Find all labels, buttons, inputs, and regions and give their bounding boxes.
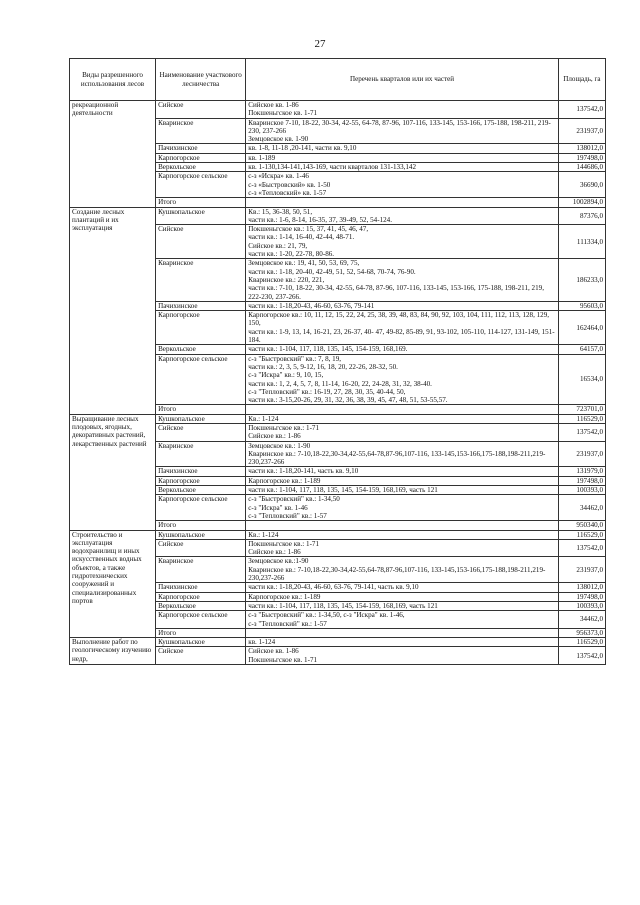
- quarters-line: части кв.: 2, 3, 5, 9-12, 16, 18, 20, 22-26, 28-32, 50.: [248, 362, 398, 371]
- forestry-name-cell: Карпогорское: [156, 311, 246, 345]
- area-cell: 138012,0: [558, 583, 605, 592]
- forestry-name-cell: Кушкопальское: [156, 207, 246, 225]
- quarters-line: Земцовское кв. 1-90: [248, 135, 309, 144]
- forestry-name-cell: Веркольское: [156, 486, 246, 495]
- quarters-list-cell: [246, 611, 559, 629]
- quarters-list-cell: [246, 583, 559, 592]
- quarters-line: Сийское кв. 1-86: [248, 101, 299, 109]
- quarters-line: части кв.: 1-18, 20-40, 42-49, 51, 52, 54-68, 70-74, 76-90.: [248, 267, 416, 276]
- page-number: 27: [314, 38, 326, 50]
- area-cell: 956373,0: [558, 628, 605, 637]
- quarters-line: с-з "Быстровский" кв.: 7, 8, 19,: [248, 354, 342, 363]
- quarters-line: части кв.: 1-18,20-43, 46-60, 63-76, 79-141, часть кв. 9,10: [248, 583, 419, 592]
- forestry-name-cell: Кваринское: [156, 118, 246, 144]
- table-row: [70, 207, 606, 225]
- forestry-name-cell: Карпогорское: [156, 153, 246, 162]
- quarters-line: с-з "Тепловский" кв.: 16-19, 27, 28, 30, 35, 40-44, 50,: [248, 387, 406, 396]
- quarters-list-cell: [246, 225, 559, 259]
- area-cell: 116529,0: [558, 414, 605, 423]
- quarters-line: части кв.: 1-18,20-43, 46-60, 63-76, 79-141: [248, 301, 375, 310]
- quarters-list-cell: [246, 405, 559, 414]
- forest-use-table: [69, 58, 606, 665]
- area-cell: 137542,0: [558, 423, 605, 441]
- area-cell: 723701,0: [558, 405, 605, 414]
- quarters-line: кв. 1-8, 11-18 ,20-141, части кв. 9,10: [248, 144, 357, 153]
- quarters-list-cell: [246, 163, 559, 172]
- use-type-cell: Выращивание лесных плодовых, ягодных, декоративных растений, лекарственных растений: [70, 414, 156, 530]
- forestry-name-cell: Кушкопальское: [156, 414, 246, 423]
- forestry-name-cell: Кушкопальское: [156, 638, 246, 647]
- quarters-line: Сийское кв. 1-86: [248, 647, 299, 656]
- forestry-name-cell: Веркольское: [156, 163, 246, 172]
- quarters-line: с-з «Искра» кв. 1-46: [248, 172, 309, 181]
- area-cell: 116529,0: [558, 530, 605, 539]
- forestry-name-cell: Кваринское: [156, 441, 246, 467]
- area-cell: 34462,0: [558, 495, 605, 521]
- quarters-list-cell: [246, 101, 559, 119]
- area-cell: 100393,0: [558, 486, 605, 495]
- quarters-list-cell: [246, 207, 559, 225]
- quarters-list-cell: [246, 638, 559, 647]
- quarters-list-cell: [246, 628, 559, 637]
- forestry-name-cell: Кваринское: [156, 259, 246, 301]
- quarters-line: с-з "Быстровский" кв.: 1-34,50, с-з "Искра" кв. 1-46,: [248, 611, 405, 620]
- area-cell: 162464,0: [558, 311, 605, 345]
- quarters-line: с-з "Тепловский" кв.: 1-57: [248, 511, 327, 520]
- area-cell: 131979,0: [558, 467, 605, 476]
- quarters-list-cell: [246, 557, 559, 583]
- forestry-name-cell: Пачихинское: [156, 301, 246, 310]
- quarters-line: Покшеньгское кв.: 15, 37, 41, 45, 46, 47,: [248, 225, 369, 234]
- quarters-list-cell: [246, 198, 559, 207]
- quarters-list-cell: [246, 476, 559, 485]
- table-body: [70, 101, 606, 665]
- quarters-list-cell: [246, 530, 559, 539]
- quarters-line: Сийское кв.: 1-86: [248, 548, 301, 557]
- area-cell: 16534,0: [558, 354, 605, 405]
- quarters-line: Сийское кв.: 1-86: [248, 432, 301, 441]
- quarters-line: Кваринское кв.: 7-10,18-22,30-34,42-55,64-78,87-96,107-116, 133-145,153-166,175-188,198-211,219-230,237-266: [248, 565, 546, 583]
- forestry-name-cell: Карпогорское сельское: [156, 495, 246, 521]
- header-forestry: Наименование участкового лесничества: [156, 59, 246, 101]
- quarters-list-cell: [246, 301, 559, 310]
- quarters-line: Кв.: 1-124: [248, 414, 279, 423]
- forestry-name-cell: Пачихинское: [156, 467, 246, 476]
- area-cell: 137542,0: [558, 647, 605, 665]
- area-cell: 138012,0: [558, 144, 605, 153]
- forestry-name-cell: Карпогорское: [156, 592, 246, 601]
- quarters-line: Покшеньгское кв.: 1-71: [248, 539, 320, 548]
- quarters-list-cell: [246, 259, 559, 301]
- quarters-line: части кв.: 1-6, 8-14, 16-35, 37, 39-49, 52, 54-124.: [248, 215, 392, 224]
- quarters-line: Покшеньгское кв.: 1-71: [248, 423, 320, 432]
- quarters-line: Покшеньгское кв. 1-71: [248, 655, 318, 664]
- quarters-line: части кв.: 1-14, 16-40, 42-44, 48-71.: [248, 233, 355, 242]
- forestry-name-cell: Итого: [156, 405, 246, 414]
- forestry-name-cell: Сийское: [156, 101, 246, 119]
- quarters-line: с-з "Искра" кв.: 9, 10, 15,: [248, 371, 324, 380]
- quarters-line: с-з «Быстровский» кв. 1-50: [248, 180, 331, 189]
- quarters-line: с-з "Быстровский" кв.: 1-34,50: [248, 495, 340, 504]
- quarters-line: с-з "Тепловский" кв.: 1-57: [248, 619, 327, 628]
- quarters-list-cell: [246, 172, 559, 198]
- quarters-line: части кв.: 7-10, 18-22, 30-34, 42-55, 64-78, 87-96, 107-116, 133-145, 153-166, 175-188, 198-211, 219, 222-230, 237-266.: [248, 284, 544, 301]
- forestry-name-cell: Кушкопальское: [156, 530, 246, 539]
- quarters-list-cell: [246, 423, 559, 441]
- header-use-type: Виды разрешенного использования лесов: [70, 59, 156, 101]
- table-row: [70, 414, 606, 423]
- quarters-line: Кв.: 1-124: [248, 530, 279, 539]
- header-area: Площадь, га: [558, 59, 605, 101]
- quarters-line: части кв.: 3-15,20-26, 29, 31, 32, 36, 38, 39, 45, 47, 48, 51, 53-55,57.: [248, 396, 448, 405]
- quarters-line: Земцовское кв.: 1-90: [248, 441, 311, 450]
- area-cell: 111334,0: [558, 225, 605, 259]
- quarters-list-cell: [246, 647, 559, 665]
- table-row: [70, 101, 606, 119]
- area-cell: 116529,0: [558, 638, 605, 647]
- table-header-row: [70, 59, 606, 101]
- quarters-line: Карпогорское кв.: 10, 11, 12, 15, 22, 24, 25, 38, 39, 48, 83, 84, 90, 92, 103, 104, 111, 112, 113, 128, 129, 150,: [248, 311, 550, 328]
- forestry-name-cell: Итого: [156, 198, 246, 207]
- forestry-name-cell: Пачихинское: [156, 144, 246, 153]
- forestry-name-cell: Сийское: [156, 423, 246, 441]
- quarters-list-cell: [246, 345, 559, 354]
- use-type-cell: Строительство и эксплуатация водохранилищ и иных искусственных водных объектов, а также гидротехнических сооружений и специализированных портов: [70, 530, 156, 638]
- forestry-name-cell: Итого: [156, 521, 246, 530]
- quarters-list-cell: [246, 592, 559, 601]
- forestry-name-cell: Карпогорское сельское: [156, 611, 246, 629]
- quarters-list-cell: [246, 441, 559, 467]
- quarters-list-cell: [246, 486, 559, 495]
- header-quarters: Перечень кварталов или их частей: [246, 59, 559, 101]
- quarters-list-cell: [246, 495, 559, 521]
- quarters-line: Кваринское 7-10, 18-22, 30-34, 42-55, 64-78, 87-96, 107-116, 133-145, 153-166, 175-188, 198-211, 219-230, 237-266: [248, 118, 551, 135]
- forestry-name-cell: Пачихинское: [156, 583, 246, 592]
- area-cell: 186233,0: [558, 259, 605, 301]
- quarters-list-cell: [246, 601, 559, 610]
- quarters-list-cell: [246, 414, 559, 423]
- forestry-name-cell: Кваринское: [156, 557, 246, 583]
- table-row: [70, 530, 606, 539]
- area-cell: 36690,0: [558, 172, 605, 198]
- table-row: [70, 638, 606, 647]
- quarters-line: части кв.: 1-104, 117, 118, 135, 145, 154-159, 168,169, часть 121: [248, 601, 438, 610]
- quarters-line: кв. 1-124: [248, 638, 276, 647]
- quarters-list-cell: [246, 153, 559, 162]
- forestry-name-cell: Итого: [156, 628, 246, 637]
- quarters-line: Карпогорское кв.: 1-189: [248, 592, 321, 601]
- quarters-list-cell: [246, 354, 559, 405]
- area-cell: 197498,0: [558, 476, 605, 485]
- quarters-line: Сийское кв.: 21, 79,: [248, 241, 308, 250]
- area-cell: 95603,0: [558, 301, 605, 310]
- area-cell: 87376,0: [558, 207, 605, 225]
- quarters-line: части кв.: 1, 2, 4, 5, 7, 8, 11-14, 16-20, 22, 24-28, 31, 32, 38-40.: [248, 379, 432, 388]
- quarters-line: с-з "Искра" кв. 1-46: [248, 503, 308, 512]
- quarters-list-cell: [246, 521, 559, 530]
- area-cell: 197498,0: [558, 592, 605, 601]
- forestry-name-cell: Карпогорское сельское: [156, 172, 246, 198]
- quarters-list-cell: [246, 144, 559, 153]
- quarters-line: части кв.: 1-9, 13, 14, 16-21, 23, 26-37, 40- 47, 49-82, 85-89, 91, 93-102, 105-110, 114-127, 131-149, 151-184.: [248, 327, 555, 345]
- quarters-line: части кв.: 1-20, 22-78, 80-86.: [248, 250, 335, 259]
- quarters-line: с-з «Тепловский» кв. 1-57: [248, 188, 327, 197]
- area-cell: 137542,0: [558, 101, 605, 119]
- quarters-line: части кв.: 1-104, 117, 118, 135, 145, 154-159, 168,169.: [248, 345, 408, 354]
- use-type-cell: Создание лесных плантаций и их эксплуатация: [70, 207, 156, 414]
- area-cell: 144686,0: [558, 163, 605, 172]
- forestry-name-cell: Сийское: [156, 225, 246, 259]
- area-cell: 950340,0: [558, 521, 605, 530]
- quarters-line: Кваринское кв.: 220, 221,: [248, 275, 325, 284]
- area-cell: 197498,0: [558, 153, 605, 162]
- area-cell: 1002894,0: [558, 198, 605, 207]
- use-type-cell: рекреационной деятельности: [70, 101, 156, 208]
- quarters-line: части кв.: 1-104, 117, 118, 135, 145, 154-159, 168,169, часть 121: [248, 486, 438, 495]
- quarters-list-cell: [246, 467, 559, 476]
- forestry-name-cell: Веркольское: [156, 601, 246, 610]
- quarters-line: Карпогорское кв.: 1-189: [248, 476, 321, 485]
- quarters-line: Покшеньгское кв. 1-71: [248, 109, 318, 118]
- quarters-line: Кв.: 15, 36-38, 50, 51,: [248, 207, 313, 216]
- area-cell: 34462,0: [558, 611, 605, 629]
- forestry-name-cell: Веркольское: [156, 345, 246, 354]
- quarters-line: части кв.: 1-18,20-141, часть кв. 9,10: [248, 467, 359, 476]
- area-cell: 231937,0: [558, 557, 605, 583]
- area-cell: 231937,0: [558, 441, 605, 467]
- quarters-line: Земцовское кв.:1-90: [248, 557, 309, 566]
- forestry-name-cell: Карпогорское: [156, 476, 246, 485]
- quarters-list-cell: [246, 311, 559, 345]
- area-cell: 231937,0: [558, 118, 605, 144]
- forestry-name-cell: Сийское: [156, 539, 246, 557]
- forestry-name-cell: Карпогорское сельское: [156, 354, 246, 405]
- area-cell: 100393,0: [558, 601, 605, 610]
- quarters-line: Земцовское кв.: 19, 41, 50, 53, 69, 75,: [248, 259, 360, 268]
- quarters-line: Кваринское кв.: 7-10,18-22,30-34,42-55,64-78,87-96,107-116, 133-145,153-166,175-188,198-211,219-230,237-266: [248, 449, 546, 467]
- use-type-cell: Выполнение работ по геологическому изучению недр,: [70, 638, 156, 665]
- forestry-name-cell: Сийское: [156, 647, 246, 665]
- quarters-line: кв. 1-130,134-141,143-169, части кварталов 131-133,142: [248, 163, 417, 172]
- quarters-line: кв. 1-189: [248, 153, 276, 162]
- quarters-list-cell: [246, 118, 559, 144]
- area-cell: 137542,0: [558, 539, 605, 557]
- area-cell: 64157,0: [558, 345, 605, 354]
- quarters-list-cell: [246, 539, 559, 557]
